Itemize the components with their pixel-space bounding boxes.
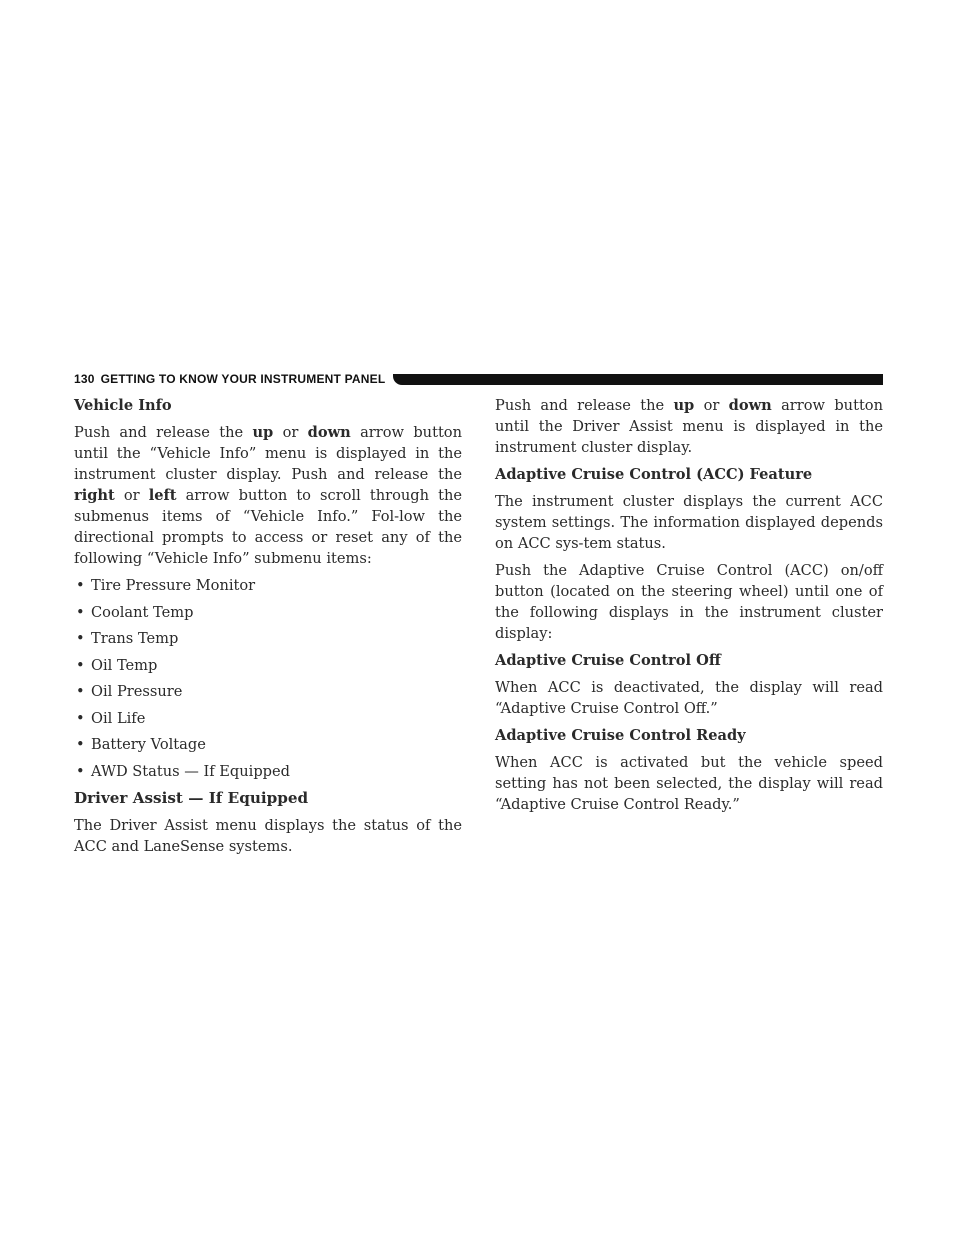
down-keyword: down <box>728 397 772 414</box>
list-item-label: Coolant Temp <box>91 603 194 621</box>
page-header <box>74 371 883 387</box>
list-item <box>74 628 462 649</box>
text-span: Push and release the <box>74 424 253 441</box>
list-item <box>74 708 462 729</box>
list-item-label: Battery Voltage <box>91 736 206 753</box>
text-span: or <box>114 487 149 504</box>
text-span: or <box>273 424 308 441</box>
bullet-icon: • <box>76 603 85 621</box>
text-span: arrow button to scroll through the submenus items of “Vehicle Info.” Fol-low the directional prompts to access or reset any of the following “Vehicle Info” submenu items: <box>74 487 462 567</box>
acc-feature-paragraph: The instrument cluster displays the current ACC system settings. The information displayed depends on ACC sys-tem status. <box>495 493 883 552</box>
text-span: or <box>694 397 729 414</box>
right-column <box>495 395 883 821</box>
bullet-icon: • <box>76 630 85 647</box>
up-keyword: up <box>252 424 274 441</box>
section-title: GETTING TO KNOW YOUR INSTRUMENT PANEL <box>100 372 386 386</box>
bullet-icon: • <box>76 762 85 780</box>
acc-off-paragraph: When ACC is deactivated, the display will read “Adaptive Cruise Control Off.” <box>495 679 883 717</box>
list-item <box>74 575 462 596</box>
driver-assist-instructions <box>495 395 883 458</box>
list-item <box>74 602 462 623</box>
driver-assist-paragraph: The Driver Assist menu displays the status of the ACC and LaneSense systems. <box>74 816 462 855</box>
acc-off-heading: Adaptive Cruise Control Off <box>495 652 721 669</box>
bullet-icon: • <box>76 709 85 727</box>
down-keyword: down <box>307 424 351 441</box>
left-keyword: left <box>148 487 177 504</box>
list-item <box>74 655 462 676</box>
acc-ready-heading: Adaptive Cruise Control Ready <box>495 727 746 744</box>
list-item <box>74 681 462 702</box>
list-item-label: Oil Temp <box>91 656 158 674</box>
header-rule <box>393 374 883 385</box>
text-span: arrow button until the “Vehicle Info” menu is displayed in the instrument cluster display. Push and release the <box>74 424 462 483</box>
bullet-icon: • <box>76 577 85 594</box>
text-span: Push and release the <box>495 397 674 414</box>
page-number: 130 <box>74 372 95 386</box>
acc-button-paragraph: Push the Adaptive Cruise Control (ACC) on/off button (located on the steering wheel) until one of the following displays in the instrument cluster display: <box>495 562 883 642</box>
vehicle-info-paragraph <box>74 422 462 569</box>
right-keyword: right <box>74 487 115 504</box>
vehicle-info-list <box>74 575 462 782</box>
list-item <box>74 761 462 782</box>
list-item-label: Tire Pressure Monitor <box>91 577 256 594</box>
left-column <box>74 395 462 863</box>
list-item-label: Oil Life <box>91 709 146 727</box>
acc-feature-heading: Adaptive Cruise Control (ACC) Feature <box>495 466 813 483</box>
bullet-icon: • <box>76 683 85 700</box>
bullet-icon: • <box>76 736 85 753</box>
up-keyword: up <box>673 397 695 414</box>
list-item-label: Oil Pressure <box>91 683 183 700</box>
vehicle-info-heading: Vehicle Info <box>74 397 172 414</box>
list-item <box>74 734 462 755</box>
list-item-label: Trans Temp <box>91 630 179 647</box>
text-span: arrow button until the Driver Assist menu is displayed in the instrument cluster display. <box>495 397 883 456</box>
driver-assist-heading: Driver Assist — If Equipped <box>74 788 309 807</box>
acc-ready-paragraph: When ACC is activated but the vehicle speed setting has not been selected, the display will read “Adaptive Cruise Control Ready.” <box>495 754 883 813</box>
bullet-icon: • <box>76 656 85 674</box>
list-item-label: AWD Status — If Equipped <box>91 762 291 780</box>
